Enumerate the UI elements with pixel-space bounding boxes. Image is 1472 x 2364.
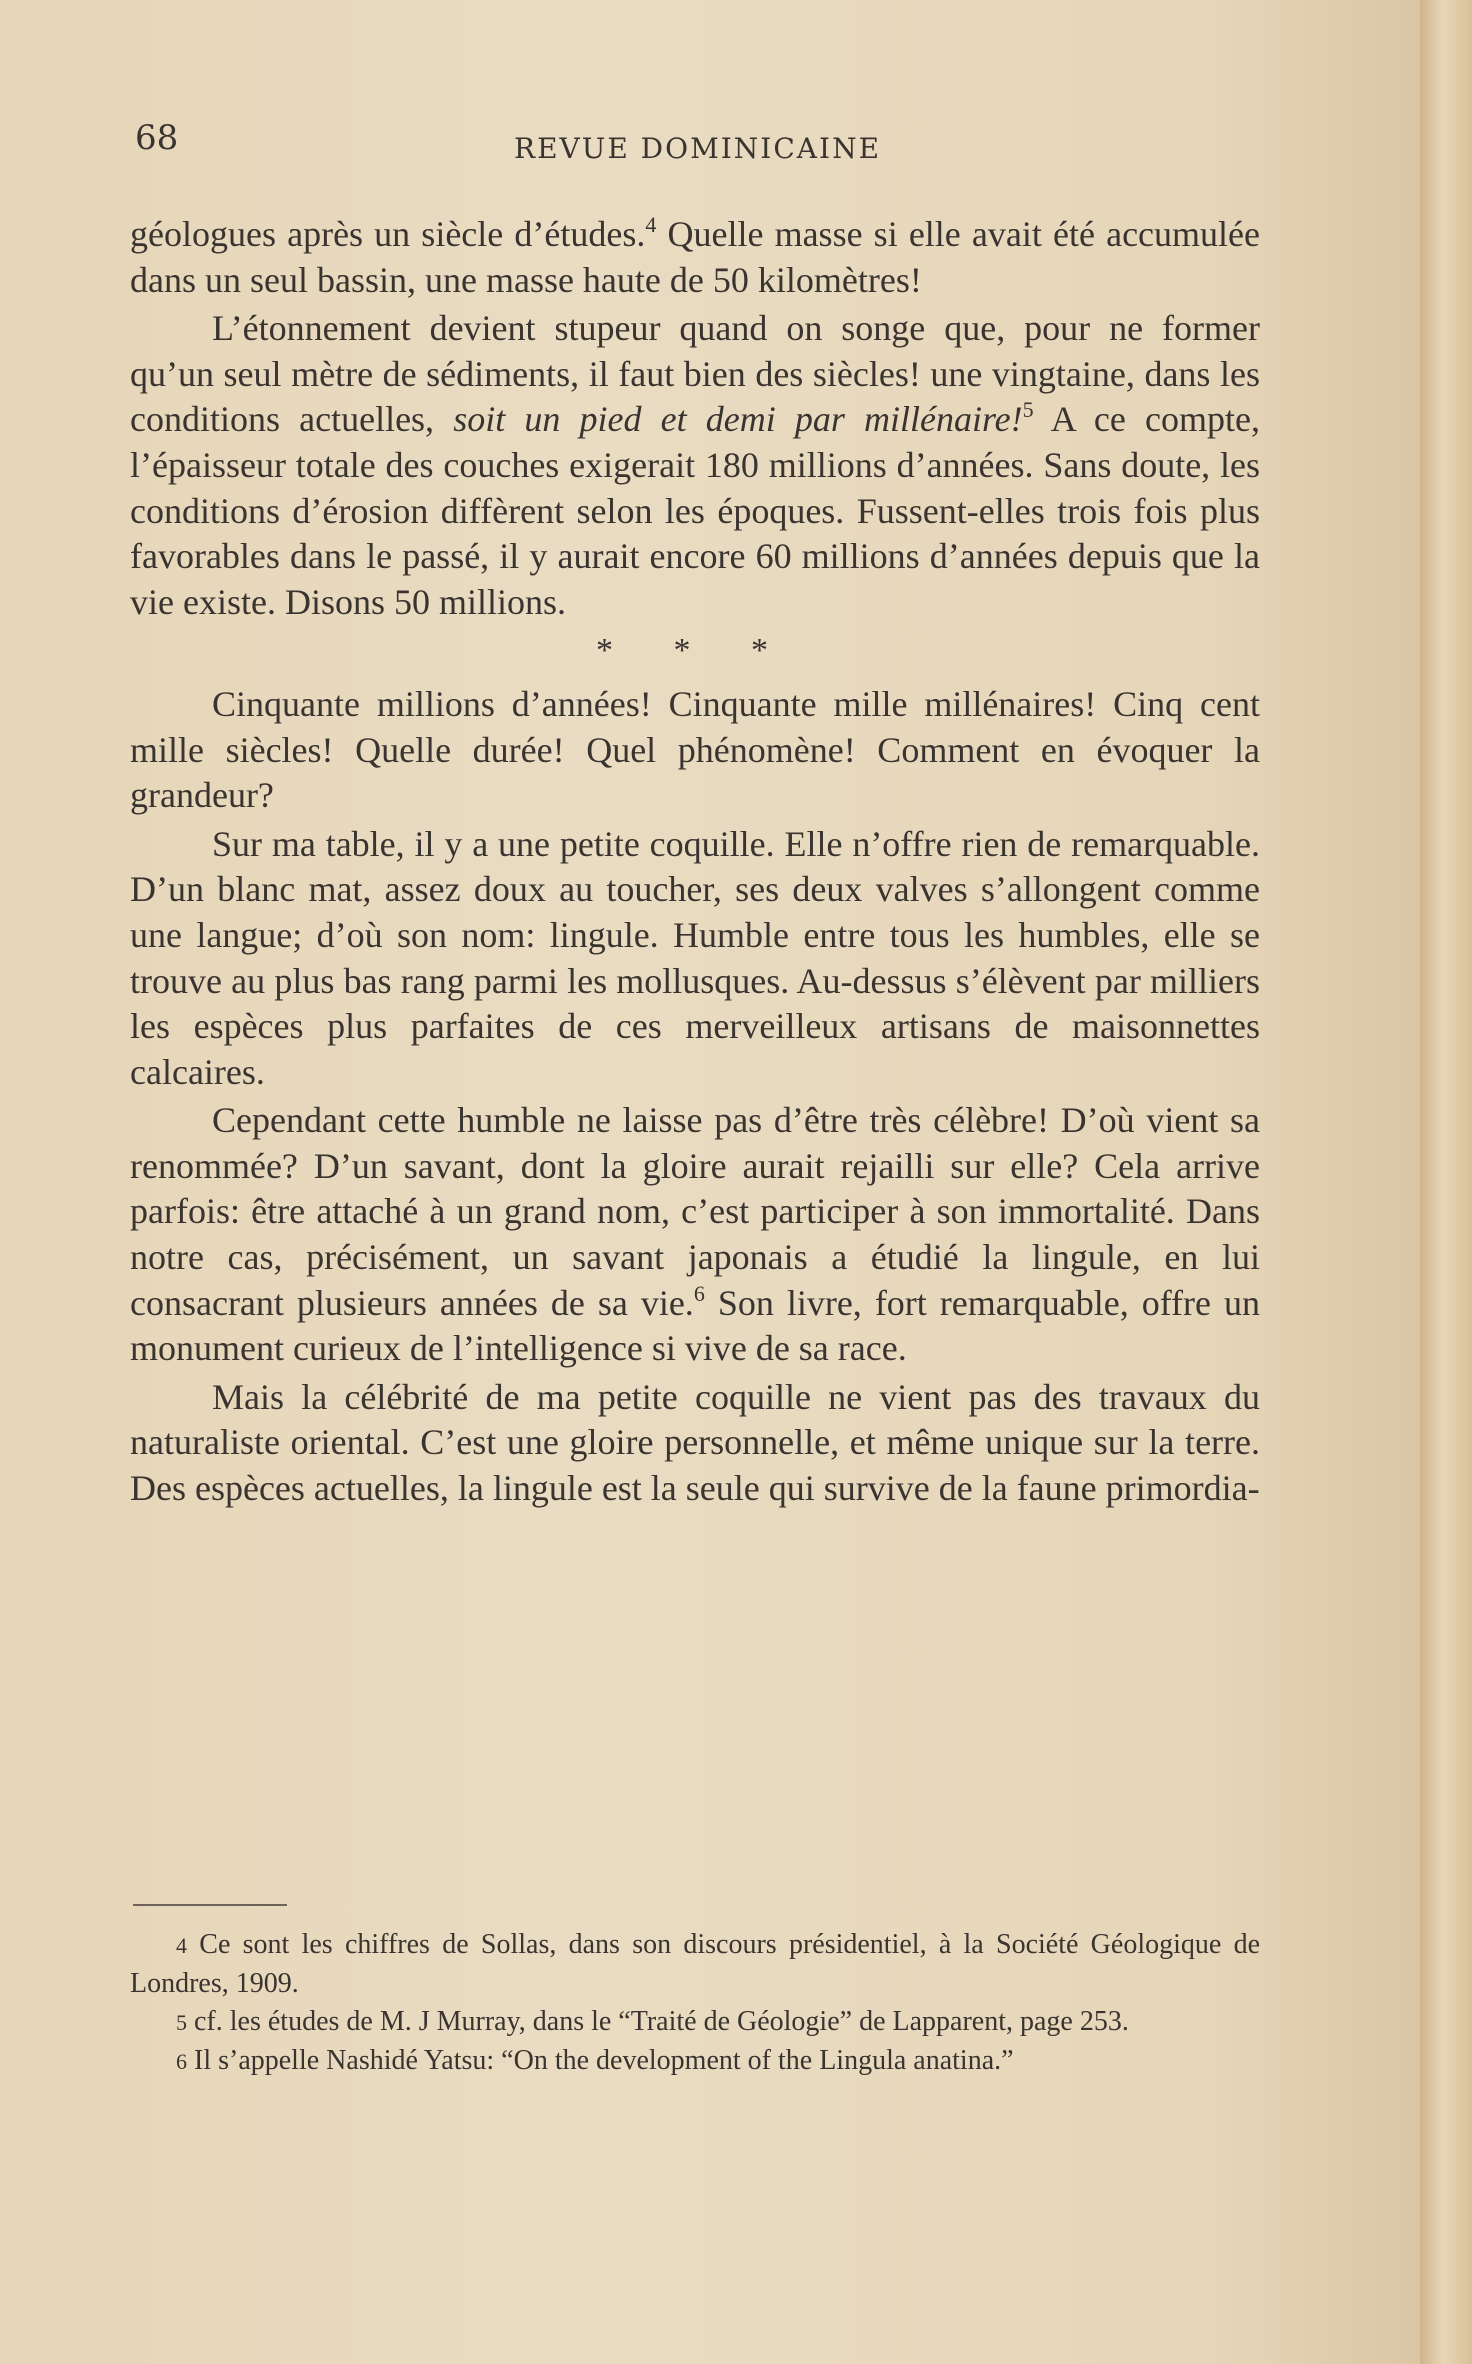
paragraph: Cependant cette humble ne laisse pas d’être très célèbre! D’où vient sa renommée? D’un savant, dont la gloire aurait rejailli sur elle? Cela arrive parfois: être attaché à un grand nom, c’est participer à son immortalité. Dans notre cas, précisément, un savant japonais a étudié la lingule, en lui consacrant plusieurs années de sa vie.$^6$ Son livre, fort remarquable, offre un monument curieux de l’intelligence si vive de sa race. bbox=[130, 1100, 1260, 1369]
section-separator: * * * bbox=[596, 632, 794, 670]
paragraph: Cinquante millions d’années! Cinquante mille millénaires! Cinq cent mille siècles! Quelle durée! Quel phénomène! Comment en évoquer la grandeur? bbox=[130, 683, 1260, 816]
footnote: 6 Il s’appelle Nashidé Yatsu: “On the development of the Lingula anatina.” bbox=[176, 2045, 1014, 2076]
running-header bbox=[135, 118, 1260, 178]
body-text bbox=[130, 212, 1260, 1515]
footnote-ref: 6 bbox=[693, 1280, 705, 1306]
footnote-ref: 4 bbox=[645, 212, 657, 237]
footnote: 4 Ce sont les chiffres de Sollas, dans son discours présidentiel, à la Société Géologique de Londres, 1909. bbox=[130, 1929, 1260, 1999]
footnotes bbox=[130, 1926, 1260, 2081]
running-title: REVUE DOMINICAINE bbox=[513, 132, 882, 165]
footnote: 5 cf. les études de M. J Murray, dans le “Traité de Géologie” de Lapparent, page 253. bbox=[176, 2006, 1129, 2037]
paragraph: géologues après un siècle d’études.$^4$ Quelle masse si elle avait été accumulée dans un seul bassin, une masse haute de 50 kilomètres! bbox=[130, 212, 1260, 300]
footnote-divider bbox=[133, 1904, 287, 1906]
page-number: 68 bbox=[135, 118, 179, 158]
paragraph: L’étonnement devient stupeur quand on songe que, pour ne former qu’un seul mètre de sédiments, il faut bien des siècles! une vingtaine, dans les conditions actuelles, soit un pied et demi par millénaire!$^5$ A ce compte, l’épaisseur totale des couches exigerait 180 millions d’années. Sans doute, les conditions d’érosion diffèrent selon les époques. Fussent-elles trois fois plus favorables dans le passé, il y aurait encore 60 millions d’années depuis que la vie existe. Disons 50 millions. bbox=[130, 308, 1260, 622]
paragraph: Mais la célébrité de ma petite coquille ne vient pas des travaux du naturaliste oriental. C’est une gloire personnelle, et même unique sur la terre. Des espèces actuelles, la lingule est la seule qui survive de la faune primordia- bbox=[130, 1376, 1260, 1509]
page-edge bbox=[1420, 0, 1472, 2364]
footnote-ref: 5 bbox=[1022, 397, 1034, 423]
italic-phrase: soit un pied et demi par millénaire! bbox=[453, 399, 1023, 440]
paragraph: Sur ma table, il y a une petite coquille. Elle n’offre rien de remarquable. D’un blanc mat, assez doux au toucher, ses deux valves s’allongent comme une langue; d’où son nom: lingule. Humble entre tous les humbles, elle se trouve au plus bas rang parmi les mollusques. Au-dessus s’élèvent par milliers les espèces plus parfaites de ces merveilleux artisans de maisonnettes calcaires. bbox=[130, 823, 1260, 1092]
